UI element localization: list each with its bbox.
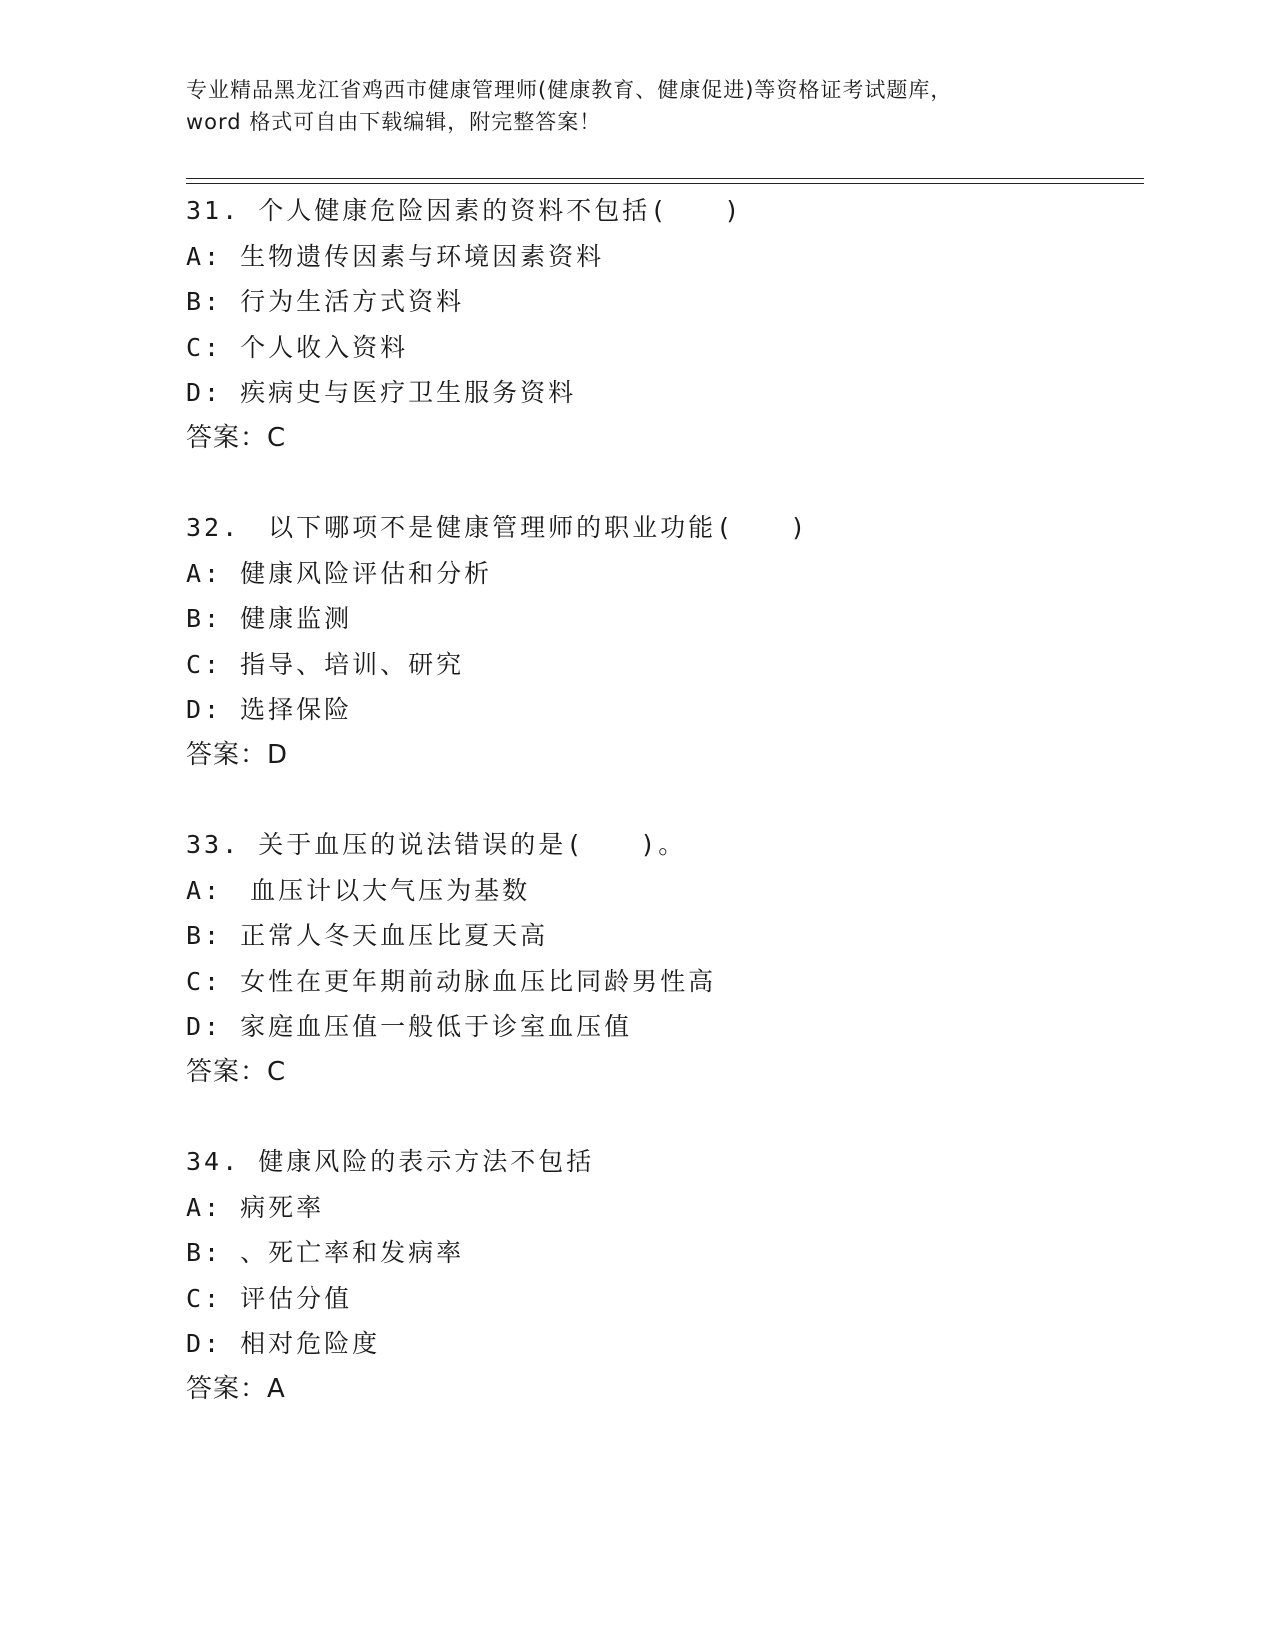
question-list — [186, 188, 1146, 1412]
question-32 — [186, 505, 1146, 778]
question-spacer — [186, 461, 1146, 505]
option-b: B: 、死亡率和发病率 — [186, 1238, 465, 1267]
option-d: D: 家庭血压值一般低于诊室血压值 — [186, 1012, 633, 1041]
option-a: A: 血压计以大气压为基数 — [186, 875, 531, 905]
option-c: C: 评估分值 — [186, 1283, 353, 1313]
answer-line: 答案：D — [186, 739, 289, 770]
question-31 — [186, 188, 1146, 461]
question-stem: 32. 以下哪项不是健康管理师的职业功能( ) — [186, 513, 809, 542]
header-divider-bottom — [186, 183, 1144, 184]
option-a: A: 生物遗传因素与环境因素资料 — [186, 241, 605, 271]
question-33 — [186, 822, 1146, 1095]
option-c: C: 个人收入资料 — [186, 332, 409, 362]
option-a: A: 病死率 — [186, 1192, 325, 1222]
answer-line: 答案：C — [186, 422, 287, 453]
answer-line: 答案：A — [186, 1373, 286, 1404]
option-b: B: 正常人冬天血压比夏天高 — [186, 921, 549, 950]
option-b: B: 健康监测 — [186, 604, 353, 633]
option-c: C: 指导、培训、研究 — [186, 649, 465, 679]
question-stem: 31. 个人健康危险因素的资料不包括( ) — [186, 196, 743, 225]
option-d: D: 疾病史与医疗卫生服务资料 — [186, 378, 577, 407]
question-stem: 34. 健康风险的表示方法不包括 — [186, 1147, 595, 1176]
option-a: A: 健康风险评估和分析 — [186, 558, 493, 588]
question-spacer — [186, 1095, 1146, 1139]
header-line-2: word 格式可自由下载编辑，附完整答案！ — [186, 110, 602, 134]
header-divider-top — [186, 178, 1144, 179]
question-34 — [186, 1139, 1146, 1412]
question-spacer — [186, 778, 1146, 822]
option-b: B: 行为生活方式资料 — [186, 287, 465, 316]
header-line-1: 专业精品黑龙江省鸡西市健康管理师(健康教育、健康促进)等资格证考试题库， — [186, 78, 953, 102]
option-d: D: 选择保险 — [186, 695, 353, 724]
question-stem: 33. 关于血压的说法错误的是( )。 — [186, 830, 687, 859]
option-d: D: 相对危险度 — [186, 1329, 381, 1358]
document-header — [186, 74, 1146, 138]
option-c: C: 女性在更年期前动脉血压比同龄男性高 — [186, 966, 717, 996]
answer-line: 答案：C — [186, 1056, 287, 1087]
